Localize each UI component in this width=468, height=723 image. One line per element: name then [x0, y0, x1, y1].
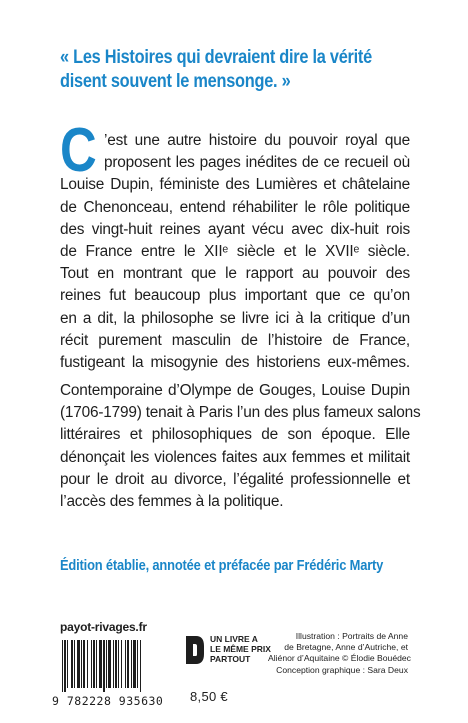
prix-unique-label: [210, 634, 271, 664]
text-line: en a dit, la philosophe se livre ici à la critique d’un: [60, 309, 410, 327]
text-line: (1706-1799) tenait à Paris l’un des plus fameux salons: [60, 404, 421, 422]
text-line: récit purement masculin de l’histoire de France,: [60, 331, 410, 349]
text-line: reines fut beaucoup plus important que ce qu’on: [60, 287, 410, 305]
text-line: de France entre le XIIᵉ siècle et le XVIIᵉ siècle.: [60, 243, 410, 261]
illustration-credits: [268, 631, 411, 676]
text-line: fustigeant la misogynie des historiens eux-mêmes.: [60, 354, 410, 372]
back-cover-quote: [60, 46, 378, 94]
prix-unique-logo: [184, 634, 206, 666]
text-line: pour le droit au divorce, l’égalité professionnelle et: [60, 470, 410, 488]
author-bio-paragraph: [60, 380, 421, 513]
label-line: UN LIVRE A: [210, 634, 258, 644]
isbn-number: 9 782228 935630: [52, 694, 164, 708]
text-line: ’est une autre histoire du pouvoir royal que: [104, 132, 410, 149]
credit-line: Illustration : Portraits de Anne: [295, 631, 408, 641]
text-line: de Chenonceau, entend réhabiliter le rôle politique: [60, 198, 410, 216]
label-line: PARTOUT: [210, 654, 251, 664]
text-line: des vingt-huit reines ayant vécu avec dix-huit rois: [60, 220, 410, 238]
credit-line: Aliénor d’Aquitaine © Élodie Bouédec: [268, 653, 411, 664]
label-line: LE MÊME PRIX: [210, 644, 271, 654]
quote-line: « Les Histoires qui devraient dire la vérité: [60, 47, 372, 68]
drop-cap: C: [60, 116, 97, 185]
text-line: Contemporaine d’Olympe de Gouges, Louise Dupin: [60, 382, 410, 399]
price: 8,50 €: [190, 689, 228, 704]
text-line: proposent les pages inédites de ce recueil où: [104, 154, 410, 172]
text-line: l’accès des femmes à la politique.: [60, 493, 284, 511]
summary-paragraph: [60, 116, 410, 374]
credit-line: Conception graphique : Sara Deux: [276, 664, 408, 675]
credit-line: de Bretagne, Anne d’Autriche, et: [284, 642, 408, 653]
quote-line: disent souvent le mensonge. »: [60, 71, 291, 92]
barcode-graphic: [60, 640, 172, 692]
text-line: Tout en montrant que le rapport au pouvoir des: [60, 265, 410, 283]
isbn-barcode: [60, 640, 172, 692]
text-line: littéraires et philosophiques de son époque. Elle: [60, 426, 410, 444]
edition-credit: Édition établie, annotée et préfacée par Frédéric Marty: [60, 557, 384, 574]
text-line: dénonçait les violences faites aux femmes et militait: [60, 448, 410, 466]
publisher-website: payot-rivages.fr: [60, 620, 147, 634]
text-line: Louise Dupin, féministe des Lumières et châtelaine: [60, 176, 410, 194]
